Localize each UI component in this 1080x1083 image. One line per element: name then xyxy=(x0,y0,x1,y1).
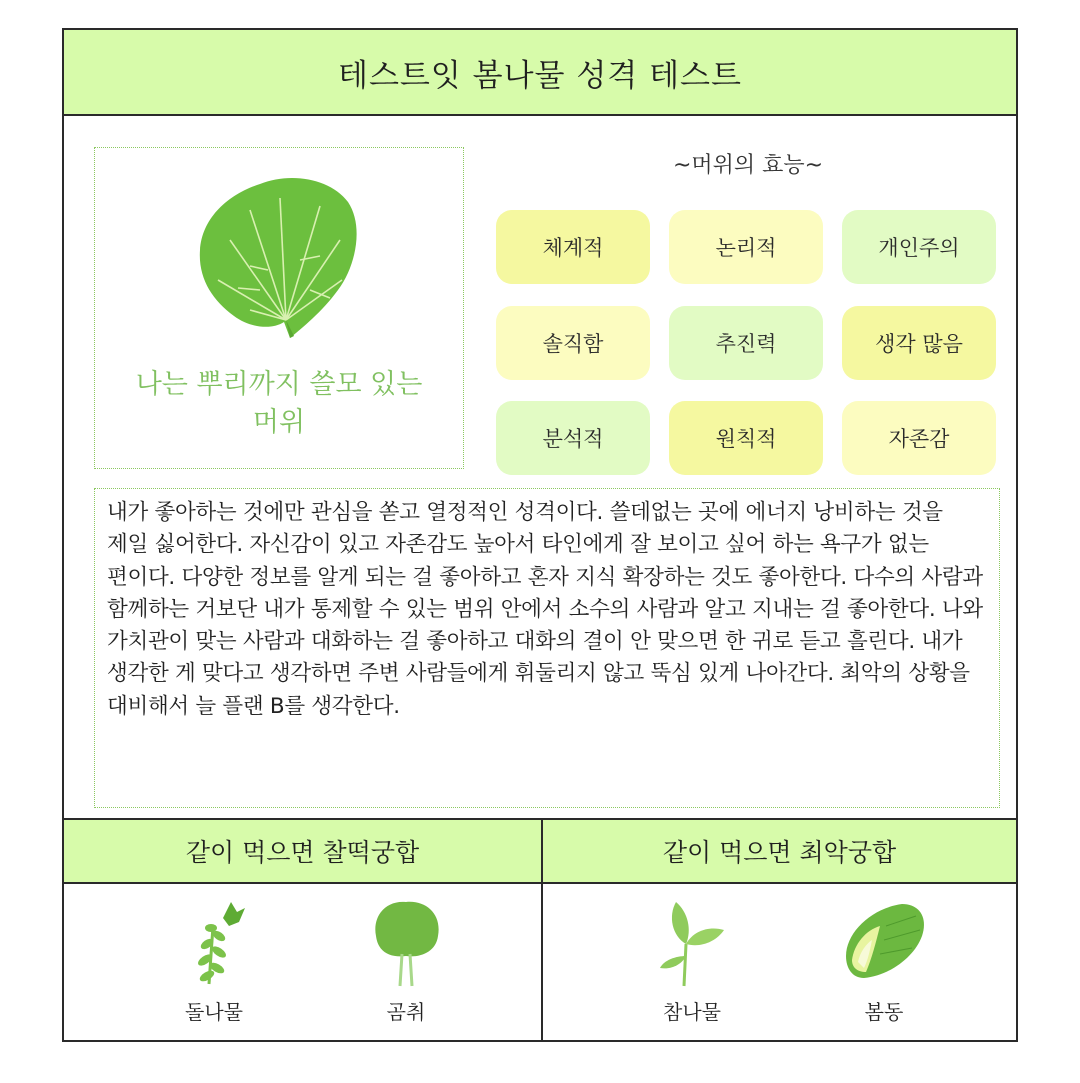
bad-match-header: 같이 먹으면 최악궁합 xyxy=(543,818,1016,884)
stonecrop-icon xyxy=(179,896,249,988)
result-panel xyxy=(94,147,464,469)
spring-cabbage-icon xyxy=(836,896,932,988)
butterbur-leaf-icon xyxy=(190,170,370,345)
result-card xyxy=(62,28,1018,1042)
trait-badge: 생각 많음 xyxy=(842,306,996,380)
good-match-label-2: 곰취 xyxy=(386,1000,426,1024)
trait-badge: 분석적 xyxy=(496,401,650,475)
trait-badge: 추진력 xyxy=(669,306,823,380)
result-title xyxy=(95,366,463,442)
gomchwi-icon xyxy=(366,896,446,988)
trait-badge: 개인주의 xyxy=(842,210,996,284)
bad-match-label-2: 봄동 xyxy=(864,1000,904,1024)
trait-badge: 솔직함 xyxy=(496,306,650,380)
bad-match-item-2 xyxy=(824,896,944,1025)
good-match-header: 같이 먹으면 찰떡궁합 xyxy=(64,818,541,884)
result-title-line1: 나는 뿌리까지 쓸모 있는 xyxy=(135,369,423,400)
result-title-line2: 머위 xyxy=(252,407,306,438)
good-match-label-1: 돌나물 xyxy=(185,1000,243,1024)
trait-badge: 원칙적 xyxy=(669,401,823,475)
trait-badge: 자존감 xyxy=(842,401,996,475)
effects-title: ~머위의 효능~ xyxy=(672,153,824,178)
trait-badge: 체계적 xyxy=(496,210,650,284)
good-match-item-2 xyxy=(346,896,466,1025)
chamnamul-icon xyxy=(652,896,732,988)
bad-match-item-1 xyxy=(632,896,752,1025)
personality-description: 내가 좋아하는 것에만 관심을 쏟고 열정적인 성격이다. 쓸데없는 곳에 에너지 낭비하는 것을 제일 싫어한다. 자신감이 있고 자존감도 높아서 타인에게 잘 보이고 싶어 하는 욕구가 없는 편이다. 다양한 정보를 알게 되는 걸 좋아하고 혼자 지식 확장하는 것도 좋아한다. 다수의 사람과 함께하는 거보단 내가 통제할 수 있는 범위 안에서 소수의 사람과 알고 지내는 걸 좋아한다. 나와 가치관이 맞는 사람과 대화하는 걸 좋아하고 대화의 결이 안 맞으면 한 귀로 듣고 흘린다. 내가 생각한 게 맞다고 생각하면 주변 사람들에게 휘둘리지 않고 뚝심 있게 나아간다. 최악의 상황을 대비해서 늘 플랜 B를 생각한다. xyxy=(94,488,1000,808)
bad-match-label-1: 참나물 xyxy=(663,1000,721,1024)
page-title: 테스트잇 봄나물 성격 테스트 xyxy=(64,30,1016,116)
good-match-item-1 xyxy=(154,896,274,1025)
trait-badge: 논리적 xyxy=(669,210,823,284)
combo-divider xyxy=(541,818,543,1040)
